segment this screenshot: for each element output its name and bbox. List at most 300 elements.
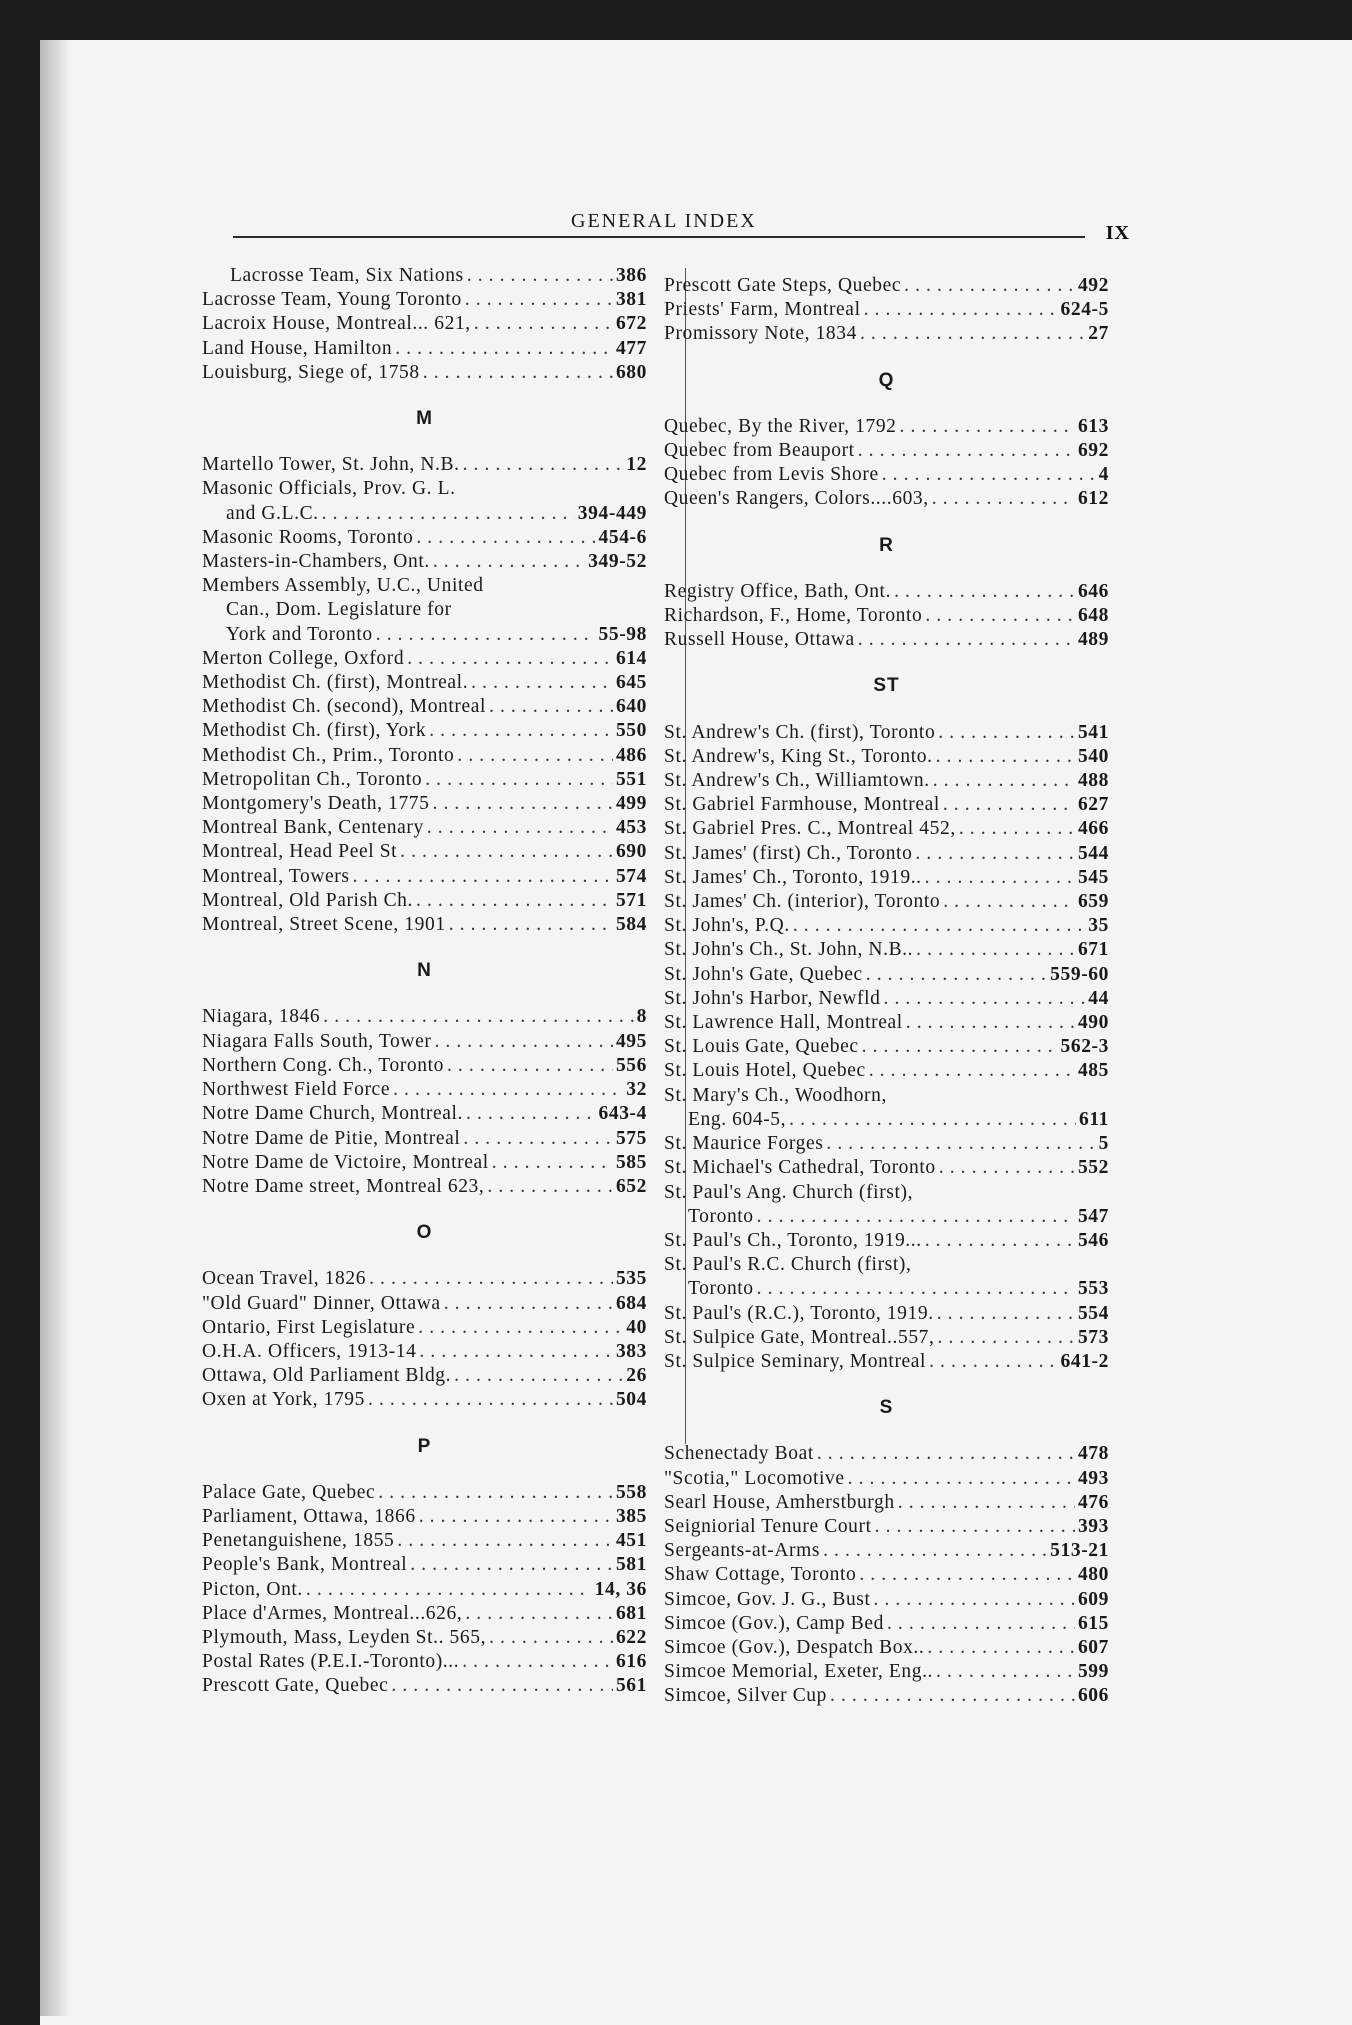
index-entry [202, 1151, 647, 1175]
entry-page-number: 684 [615, 1292, 647, 1314]
index-entry [202, 865, 647, 889]
entry-line [202, 477, 647, 501]
entry-text: Postal Rates (P.E.I.-Toronto)... [202, 1651, 460, 1673]
dot-leader [419, 1505, 613, 1529]
index-entry [664, 963, 1109, 987]
entry-page-number: 559-60 [1050, 963, 1109, 985]
dot-leader [462, 1650, 613, 1674]
entry-page-number: 499 [615, 793, 647, 815]
dot-leader [929, 1350, 1057, 1374]
entry-text: Searl House, Amherstburgh [664, 1491, 895, 1513]
index-entry [202, 719, 647, 743]
header-rule [233, 236, 1085, 238]
entry-text: Oxen at York, 1795 [202, 1389, 366, 1411]
section-letter: ST [873, 675, 900, 697]
entry-text: Montreal, Street Scene, 1901 [202, 914, 446, 936]
entry-page-number: 622 [615, 1626, 647, 1648]
dot-leader [848, 1467, 1075, 1491]
entry-text: St. Paul's (R.C.), Toronto, 1919. [664, 1302, 934, 1324]
entry-text: Sergeants-at-Arms [664, 1540, 821, 1562]
entry-text: St. Michael's Cathedral, Toronto [664, 1157, 936, 1179]
entry-text: Quebec from Beauport [664, 440, 855, 462]
entry-page-number: 573 [1077, 1326, 1109, 1348]
entry-page-number: 624-5 [1060, 299, 1109, 321]
dot-leader [454, 1364, 623, 1388]
entry-text: St. Lawrence Hall, Montreal [664, 1012, 903, 1034]
index-entry [202, 1481, 647, 1505]
entry-page-number: 540 [1077, 745, 1109, 767]
entry-continuation [202, 502, 647, 526]
entry-page-number: 451 [615, 1530, 647, 1552]
index-entry [202, 337, 647, 361]
index-entry [664, 298, 1109, 322]
index-entry [230, 264, 647, 288]
entry-page-number: 493 [1077, 1467, 1109, 1489]
entry-text: Merton College, Oxford [202, 647, 405, 669]
entry-page-number: 544 [1077, 842, 1109, 864]
index-entry [664, 1660, 1109, 1684]
index-entry [202, 574, 647, 647]
entry-page-number: 12 [626, 454, 647, 476]
index-entry [664, 1084, 1109, 1132]
entry-text: St. Mary's Ch., Woodhorn, [664, 1084, 887, 1106]
entry-page-number: 607 [1077, 1636, 1109, 1658]
dot-leader [416, 889, 613, 913]
index-entry [202, 1529, 647, 1553]
dot-leader [323, 1005, 633, 1029]
entry-page-number: 488 [1077, 770, 1109, 792]
entry-text: Simcoe (Gov.), Camp Bed [664, 1612, 884, 1634]
index-entry [664, 793, 1109, 817]
entry-continuation [664, 1205, 1109, 1229]
index-entry [664, 938, 1109, 962]
index-entry [664, 1684, 1109, 1708]
entry-page-number: 453 [615, 817, 647, 839]
dot-leader [823, 1539, 1047, 1563]
index-entry [202, 361, 647, 385]
entry-text: Quebec from Levis Shore [664, 464, 879, 486]
entry-page-number: 609 [1077, 1588, 1109, 1610]
entry-page-number: 585 [615, 1151, 647, 1173]
entry-text: "Scotia," Locomotive [664, 1467, 845, 1489]
entry-page-number: 490 [1077, 1012, 1109, 1034]
entry-text: Lacrosse Team, Young Toronto [202, 289, 462, 311]
dot-leader [397, 1529, 613, 1553]
entry-text: Ontario, First Legislature [202, 1316, 416, 1338]
dot-leader [906, 1011, 1075, 1035]
entry-page-number: 535 [615, 1268, 647, 1290]
dot-leader [400, 840, 613, 864]
dot-leader [869, 1059, 1075, 1083]
entry-text: Montreal, Old Parish Ch. [202, 889, 414, 911]
entry-page-number: 513-21 [1050, 1540, 1109, 1562]
entry-page-number: 485 [1077, 1060, 1109, 1082]
index-entry [664, 1326, 1109, 1350]
entry-page-number: 14, 36 [594, 1578, 647, 1600]
dot-leader [933, 769, 1075, 793]
index-entry [202, 889, 647, 913]
dot-leader [322, 502, 575, 526]
entry-text: St. James' Ch. (interior), Toronto [664, 891, 941, 913]
entry-text: Plymouth, Mass, Leyden St.. 565, [202, 1626, 487, 1648]
entry-continuation [664, 1108, 1109, 1132]
dot-leader [463, 1127, 613, 1151]
entry-text: Montreal Bank, Centenary [202, 817, 424, 839]
index-entry [202, 1578, 647, 1602]
dot-leader [789, 1108, 1076, 1132]
entry-text: St. Gabriel Pres. C., Montreal 452, [664, 818, 956, 840]
entry-page-number: 480 [1077, 1564, 1109, 1586]
index-entry [202, 816, 647, 840]
dot-leader [467, 264, 613, 288]
entry-page-number: 558 [615, 1481, 647, 1503]
index-entry [664, 721, 1109, 745]
index-entry [664, 604, 1109, 628]
section-letter: N [417, 960, 432, 982]
dot-leader [830, 1684, 1075, 1708]
dot-leader [875, 1515, 1075, 1539]
entry-text: Montreal, Head Peel St [202, 841, 398, 863]
dot-leader [489, 1626, 613, 1650]
entry-page-number: 551 [615, 768, 647, 790]
entry-page-number: 616 [615, 1651, 647, 1673]
entry-page-number: 545 [1077, 866, 1109, 888]
entry-text: Simcoe, Silver Cup [664, 1685, 828, 1707]
section-letter: R [879, 534, 894, 556]
index-entry [664, 439, 1109, 463]
dot-leader [407, 647, 613, 671]
dot-leader [433, 550, 585, 574]
entry-page-number: 671 [1077, 939, 1109, 961]
entry-text: Promissory Note, 1834 [664, 323, 857, 345]
index-entry [202, 1005, 647, 1029]
entry-text: Simcoe Memorial, Exeter, Eng.. [664, 1661, 934, 1683]
page-number: IX [1105, 222, 1130, 244]
index-entry [202, 1388, 647, 1412]
index-entry [664, 890, 1109, 914]
index-entry [664, 415, 1109, 439]
dot-leader [793, 914, 1085, 938]
dot-leader [826, 1132, 1095, 1156]
entry-text: St. Gabriel Farmhouse, Montreal [664, 794, 940, 816]
dot-leader [465, 288, 613, 312]
entry-text: St. James' (first) Ch., Toronto [664, 842, 913, 864]
index-entry [202, 1340, 647, 1364]
index-entry [664, 914, 1109, 938]
dot-leader [353, 865, 613, 889]
entry-page-number: 640 [615, 696, 647, 718]
dot-leader [959, 817, 1075, 841]
entry-page-number: 613 [1077, 415, 1109, 437]
index-entry [202, 1650, 647, 1674]
entry-text: Prescott Gate Steps, Quebec [664, 275, 902, 296]
entry-text: St. Paul's R.C. Church (first), [664, 1254, 912, 1276]
entry-text: Place d'Armes, Montreal...626, [202, 1602, 463, 1624]
dot-leader [884, 987, 1086, 1011]
entry-page-number: 552 [1077, 1157, 1109, 1179]
entry-page-number: 554 [1077, 1302, 1109, 1324]
entry-page-number: 627 [1077, 794, 1109, 816]
entry-page-number: 489 [1077, 629, 1109, 651]
entry-page-number: 55-98 [598, 623, 647, 645]
entry-page-number: 393 [1077, 1515, 1109, 1537]
entry-text: Prescott Gate, Quebec [202, 1675, 389, 1697]
entry-text: Methodist Ch. (second), Montreal [202, 696, 487, 718]
entry-page-number: 476 [1077, 1491, 1109, 1513]
entry-page-number: 495 [615, 1030, 647, 1052]
entry-text: Louisburg, Siege of, 1758 [202, 361, 420, 383]
entry-text: Ottawa, Old Parliament Bldg. [202, 1365, 452, 1387]
entry-page-number: 394-449 [577, 502, 647, 524]
index-entry [202, 1316, 647, 1340]
index-entry [202, 671, 647, 695]
index-entry [664, 628, 1109, 652]
index-entry [664, 842, 1109, 866]
entry-text: Northern Cong. Ch., Toronto [202, 1054, 444, 1076]
dot-leader [858, 439, 1075, 463]
index-entry [664, 769, 1109, 793]
dot-leader [447, 1054, 613, 1078]
entry-page-number: 40 [626, 1316, 647, 1338]
page-header [233, 206, 1133, 246]
index-entry [664, 1539, 1109, 1563]
index-column-right [664, 274, 1109, 1709]
entry-page-number: 5 [1098, 1133, 1109, 1155]
dot-leader [864, 298, 1058, 322]
entry-text: Parliament, Ottawa, 1866 [202, 1505, 416, 1527]
entry-text: Land House, Hamilton [202, 337, 393, 359]
entry-page-number: 486 [615, 744, 647, 766]
entry-page-number: 652 [615, 1175, 647, 1197]
dot-leader [378, 1481, 613, 1505]
entry-page-number: 584 [615, 914, 647, 936]
dot-leader [306, 1578, 592, 1602]
entry-text: St. Maurice Forges [664, 1133, 824, 1155]
entry-continuation-text: and G.L.C. [226, 502, 319, 524]
index-entry [202, 1364, 647, 1388]
entry-text: Quebec, By the River, 1792 [664, 415, 897, 437]
entry-text: Picton, Ont. [202, 1578, 303, 1600]
entry-page-number: 492 [1077, 275, 1109, 296]
index-entry [664, 1035, 1109, 1059]
index-entry [664, 745, 1109, 769]
entry-text: O.H.A. Officers, 1913-14 [202, 1340, 417, 1362]
index-entry [202, 1626, 647, 1650]
index-entry [202, 1674, 647, 1698]
dot-leader [937, 1302, 1075, 1326]
index-entry [664, 1515, 1109, 1539]
entry-text: Richardson, F., Home, Toronto [664, 605, 923, 627]
entry-text: Queen's Rangers, Colors....603, [664, 488, 929, 510]
dot-leader [429, 719, 613, 743]
entry-text: St. Sulpice Gate, Montreal..557, [664, 1326, 935, 1348]
entry-page-number: 553 [1077, 1278, 1109, 1300]
dot-leader [376, 623, 596, 647]
entry-text: Montgomery's Death, 1775 [202, 793, 430, 815]
index-entry [202, 768, 647, 792]
entry-page-number: 690 [615, 841, 647, 863]
dot-leader [859, 1563, 1075, 1587]
entry-page-number: 643-4 [598, 1103, 647, 1125]
dot-leader [465, 1602, 613, 1626]
entry-text: People's Bank, Montreal [202, 1554, 408, 1576]
entry-text: St. James' Ch., Toronto, 1919.. [664, 866, 922, 888]
entry-text: Methodist Ch., Prim., Toronto [202, 744, 455, 766]
index-entry [664, 1011, 1109, 1035]
entry-text: St. Andrew's Ch., Williamtown. [664, 770, 930, 792]
index-entry [664, 274, 1109, 298]
entry-text: St. John's Gate, Quebec [664, 963, 863, 985]
dot-leader [419, 1340, 613, 1364]
entry-text: Palace Gate, Quebec [202, 1481, 376, 1503]
entry-text: Montreal, Towers [202, 865, 350, 887]
index-entry [664, 463, 1109, 487]
entry-page-number: 26 [626, 1365, 647, 1387]
index-entry [664, 817, 1109, 841]
entry-text: Notre Dame de Pitie, Montreal [202, 1127, 461, 1149]
dot-leader [862, 1035, 1058, 1059]
entry-text: Ocean Travel, 1826 [202, 1268, 367, 1290]
dot-leader [916, 938, 1075, 962]
entry-page-number: 641-2 [1060, 1350, 1109, 1372]
entry-page-number: 645 [615, 672, 647, 694]
entry-text: St. Louis Gate, Quebec [664, 1036, 859, 1058]
index-entry [202, 1175, 647, 1199]
entry-text: St. Andrew's Ch. (first), Toronto [664, 721, 936, 743]
index-entry [664, 1181, 1109, 1229]
entry-text: Methodist Ch. (first), Montreal. [202, 672, 469, 694]
entry-text: Methodist Ch. (first), York [202, 720, 427, 742]
index-entry [202, 1292, 647, 1316]
entry-continuation-text: Toronto [688, 1205, 754, 1227]
dot-leader [471, 671, 613, 695]
dot-leader [757, 1277, 1075, 1301]
index-entry [202, 1127, 647, 1151]
entry-continuation [202, 598, 647, 622]
index-entry [202, 695, 647, 719]
dot-leader [925, 866, 1075, 890]
entry-page-number: 546 [1077, 1229, 1109, 1251]
index-entry [202, 1267, 647, 1291]
index-entry [202, 477, 647, 525]
index-entry [664, 1156, 1109, 1180]
entry-page-number: 659 [1077, 891, 1109, 913]
dot-leader [887, 1612, 1075, 1636]
entry-page-number: 646 [1077, 580, 1109, 602]
entry-text: Registry Office, Bath, Ont. [664, 580, 892, 602]
dot-leader [943, 793, 1075, 817]
index-entry [202, 840, 647, 864]
dot-leader [433, 792, 613, 816]
entry-continuation-text: Eng. 604-5, [688, 1108, 787, 1130]
entry-page-number: 599 [1077, 1661, 1109, 1683]
entry-text: Niagara Falls South, Tower [202, 1030, 432, 1052]
entry-page-number: 547 [1077, 1205, 1109, 1227]
index-entry [664, 1350, 1109, 1374]
dot-leader [858, 628, 1075, 652]
entry-text: Simcoe, Gov. J. G., Bust [664, 1588, 871, 1610]
dot-leader [925, 604, 1075, 628]
entry-text: St. Andrew's, King St., Toronto. [664, 745, 933, 767]
book-spine-shadow [40, 40, 70, 2016]
dot-leader [425, 768, 613, 792]
entry-text: Notre Dame Church, Montreal. [202, 1103, 464, 1125]
entry-continuation-text: Toronto [688, 1278, 754, 1300]
entry-page-number: 349-52 [588, 551, 647, 573]
entry-continuation [664, 1277, 1109, 1301]
index-entry [202, 1553, 647, 1577]
index-entry [664, 1636, 1109, 1660]
entry-page-number: 575 [615, 1127, 647, 1149]
dot-leader [860, 322, 1085, 346]
dot-leader [943, 890, 1075, 914]
dot-leader [882, 463, 1096, 487]
entry-page-number: 681 [615, 1602, 647, 1624]
entry-text: Niagara, 1846 [202, 1006, 321, 1028]
entry-line [664, 1253, 1109, 1277]
index-entry [664, 1563, 1109, 1587]
index-entry [202, 792, 647, 816]
entry-text: Russell House, Ottawa [664, 629, 855, 651]
entry-text: Priests' Farm, Montreal [664, 299, 861, 321]
entry-page-number: 466 [1077, 818, 1109, 840]
entry-page-number: 561 [615, 1675, 647, 1697]
index-entry [664, 866, 1109, 890]
entry-page-number: 383 [615, 1340, 647, 1362]
dot-leader [938, 1326, 1075, 1350]
dot-leader [874, 1588, 1075, 1612]
entry-text: Martello Tower, St. John, N.B. [202, 454, 460, 476]
entry-page-number: 381 [615, 289, 647, 311]
entry-page-number: 612 [1077, 488, 1109, 510]
entry-page-number: 606 [1077, 1685, 1109, 1707]
dot-leader [925, 1229, 1075, 1253]
index-entry [664, 1491, 1109, 1515]
entry-page-number: 541 [1077, 721, 1109, 743]
entry-text: St. Sulpice Seminary, Montreal [664, 1350, 927, 1372]
entry-text: St. Louis Hotel, Quebec [664, 1060, 866, 1082]
entry-text: Lacroix House, Montreal... 621, [202, 313, 471, 335]
entry-text: Masters-in-Chambers, Ont. [202, 551, 430, 573]
entry-text: Masonic Rooms, Toronto [202, 526, 414, 548]
entry-line [202, 574, 647, 598]
entry-continuation-text: Can., Dom. Legislature for [226, 599, 452, 621]
dot-leader [395, 337, 613, 361]
entry-page-number: 478 [1077, 1443, 1109, 1465]
section-letter: S [879, 1397, 894, 1419]
dot-leader [915, 842, 1075, 866]
entry-text: Lacrosse Team, Six Nations [230, 265, 464, 286]
dot-leader [466, 1102, 595, 1126]
dot-leader [434, 1030, 613, 1054]
dot-leader [463, 453, 624, 477]
index-entry [664, 1588, 1109, 1612]
entry-page-number: 614 [615, 647, 647, 669]
index-entry [202, 288, 647, 312]
entry-page-number: 32 [626, 1079, 647, 1101]
entry-text: Masonic Officials, Prov. G. L. [202, 478, 456, 500]
entry-page-number: 454-6 [598, 526, 647, 548]
dot-leader [866, 963, 1047, 987]
dot-leader [898, 1491, 1075, 1515]
entry-page-number: 611 [1079, 1108, 1109, 1130]
entry-page-number: 562-3 [1060, 1036, 1109, 1058]
index-entry [664, 1132, 1109, 1156]
entry-page-number: 556 [615, 1054, 647, 1076]
dot-leader [474, 312, 613, 336]
index-entry [664, 1059, 1109, 1083]
section-letter: O [416, 1222, 433, 1244]
